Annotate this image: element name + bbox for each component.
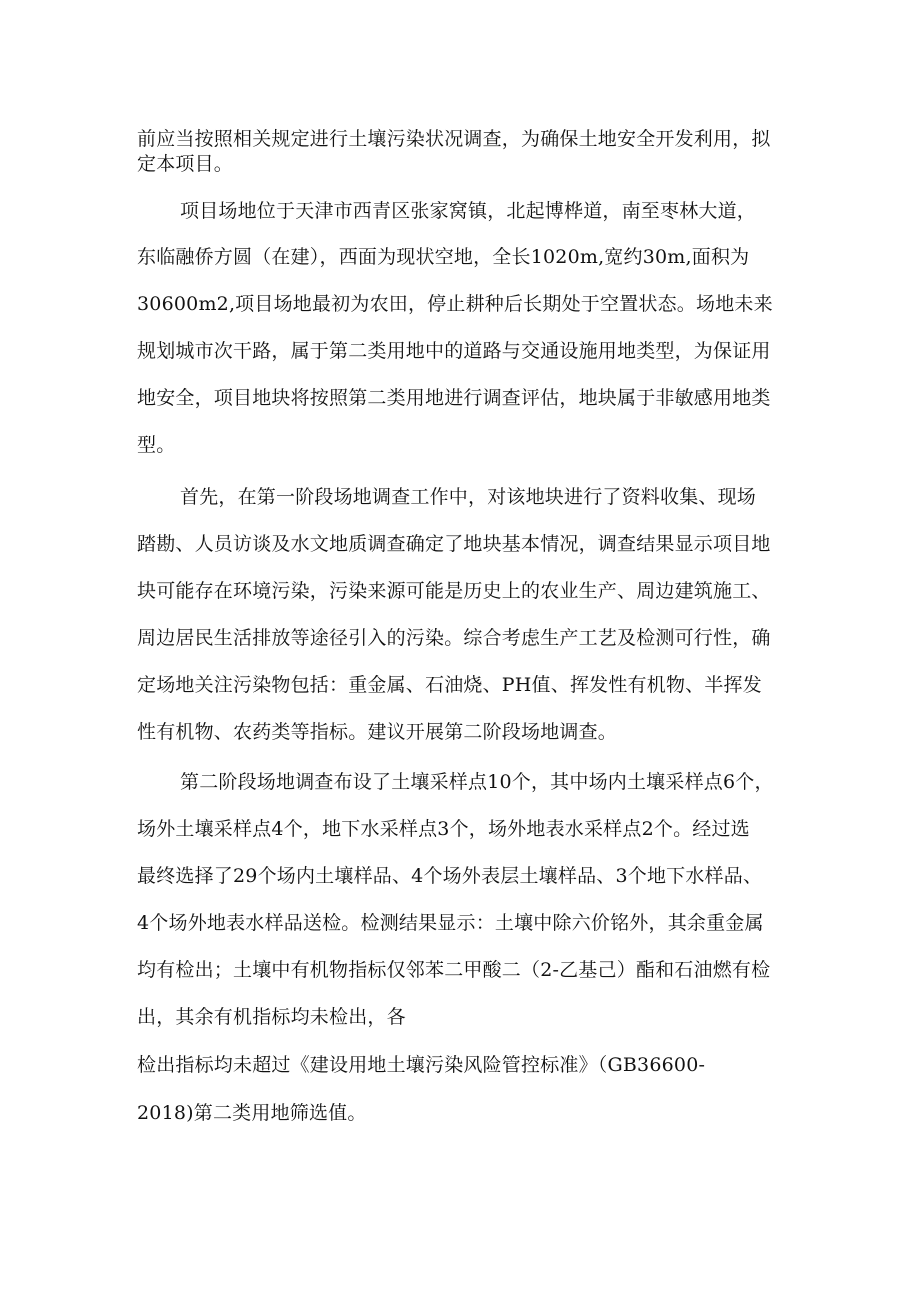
- text-line: 型。: [137, 434, 176, 456]
- text-line: 场外土壤采样点4个，地下水采样点3个，场外地表水采样点2个。经过选: [137, 818, 750, 840]
- text-line: 首先，在第一阶段场地调查工作中，对该地块进行了资料收集、现场: [180, 486, 757, 508]
- text-line: 第二阶段场地调查布设了土壤采样点10个，其中场内土壤采样点6个，: [180, 771, 774, 793]
- text-line: 检出指标均未超过《建设用地土壤污染风险管控标准》（GB36600-: [137, 1054, 706, 1076]
- text-line: 定本项目。: [137, 153, 234, 175]
- text-line: 项目场地位于天津市西青区张家窝镇，北起博桦道，南至枣林大道，: [180, 200, 757, 222]
- text-line: 规划城市次干路，属于第二类用地中的道路与交通设施用地类型，为保证用: [137, 340, 771, 362]
- text-line: 周边居民生活排放等途径引入的污染。综合考虑生产工艺及检测可行性，确: [137, 627, 771, 649]
- text-line: 4个场外地表水样品送检。检测结果显示：土壤中除六价铭外，其余重金属: [137, 912, 764, 934]
- text-line: 出，其余有机指标均未检出，各: [137, 1006, 406, 1028]
- text-line: 30600m2,项目场地最初为农田，停止耕种后长期处于空置状态。场地未来: [137, 293, 773, 315]
- text-line: 均有检出；土壤中有机物指标仅邻苯二甲酸二（2-乙基己）酯和石油燃有检: [137, 959, 771, 981]
- text-line: 定场地关注污染物包括：重金属、石油烧、PH值、挥发性有机物、半挥发: [137, 674, 762, 696]
- text-line: 前应当按照相关规定进行土壤污染状况调查，为确保土地安全开发利用，拟: [137, 128, 771, 150]
- text-line: 地安全，项目地块将按照第二类用地进行调查评估，地块属于非敏感用地类: [137, 387, 771, 409]
- text-line: 2018)第二类用地筛选值。: [137, 1102, 367, 1124]
- text-line: 东临融侨方圆（在建），西面为现状空地，全长1020m,宽约30m,面积为: [137, 246, 750, 268]
- text-line: 块可能存在环境污染，污染来源可能是历史上的农业生产、周边建筑施工、: [137, 580, 771, 602]
- text-line: 性有机物、农药类等指标。建议开展第二阶段场地调查。: [137, 721, 618, 743]
- text-line: 最终选择了29个场内土壤样品、4个场外表层土壤样品、3个地下水样品、: [137, 865, 763, 887]
- text-line: 踏勘、人员访谈及水文地质调查确定了地块基本情况，调查结果显示项目地: [137, 533, 771, 555]
